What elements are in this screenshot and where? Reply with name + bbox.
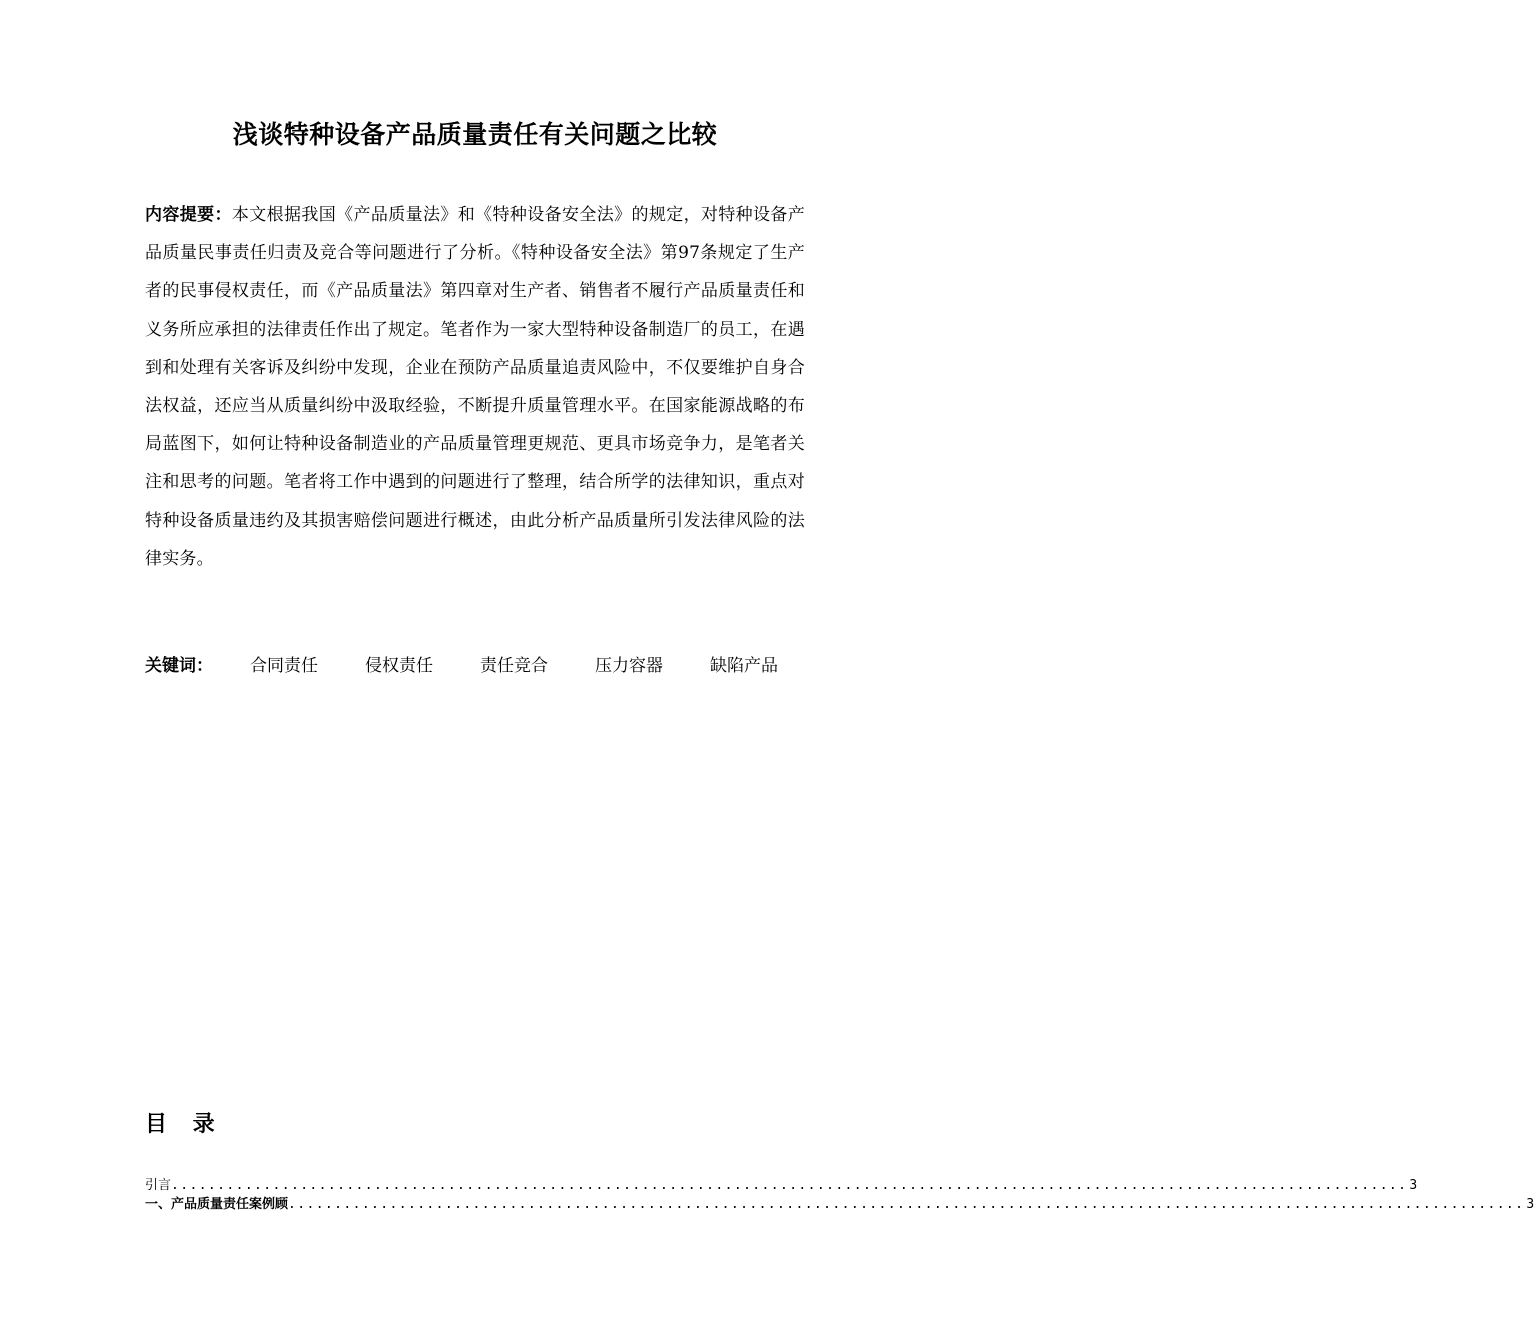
document-title: 浅谈特种设备产品质量责任有关问题之比较 — [232, 120, 718, 149]
keyword-item: 压力容器 — [595, 656, 663, 676]
toc-leader-dots: ...................................................................................................................................... — [171, 1178, 1408, 1193]
keywords-label: 关键词： — [145, 656, 213, 676]
abstract-text: 本文根据我国《产品质量法》和《特种设备安全法》的规定，对特种设备产品质量民事责任归责及竞合等问题进行了分析。《特种设备安全法》第97条规定了生产者的民事侵权责任，而《产品质量法》第四章对生产者、销售者不履行产品质量责任和义务所应承担的法律责任作出了规定。笔者作为一家大型特种设备制造厂的员工，在遇到和处理有关客诉及纠纷中发现，企业在预防产品质量追责风险中，不仅要维护自身合法权益，还应当从质量纠纷中汲取经验，不断提升质量管理水平。在国家能源战略的布局蓝图下，如何让特种设备制造业的产品质量管理更规范、更具市场竞争力，是笔者关注和思考的问题。笔者将工作中遇到的问题进行了整理，结合所学的法律知识，重点对特种设备质量违约及其损害赔偿问题进行概述，由此分析产品质量所引发法律风险的法律实务。 — [145, 205, 806, 569]
abstract-paragraph — [145, 196, 805, 578]
keyword-item: 缺陷产品 — [710, 656, 778, 676]
toc-entry[interactable] — [145, 1195, 1534, 1214]
toc-heading: 目 录 — [145, 1112, 224, 1137]
toc-entry-title: 引言 — [145, 1178, 172, 1193]
toc-entry-title: 一、产品质量责任案例顾 — [145, 1197, 289, 1212]
keyword-item: 责任竞合 — [480, 656, 548, 676]
keyword-item: 侵权责任 — [365, 656, 433, 676]
toc-page-number: 3 — [1526, 1197, 1534, 1212]
abstract-label: 内容提要： — [145, 205, 232, 225]
keywords-line — [145, 648, 805, 684]
keyword-item: 合同责任 — [250, 656, 318, 676]
toc-entry[interactable] — [145, 1176, 1418, 1195]
table-of-contents — [145, 1176, 1534, 1214]
toc-leader-dots: ...................................................................................................................................... — [288, 1197, 1525, 1212]
toc-page-number: 3 — [1409, 1178, 1418, 1193]
